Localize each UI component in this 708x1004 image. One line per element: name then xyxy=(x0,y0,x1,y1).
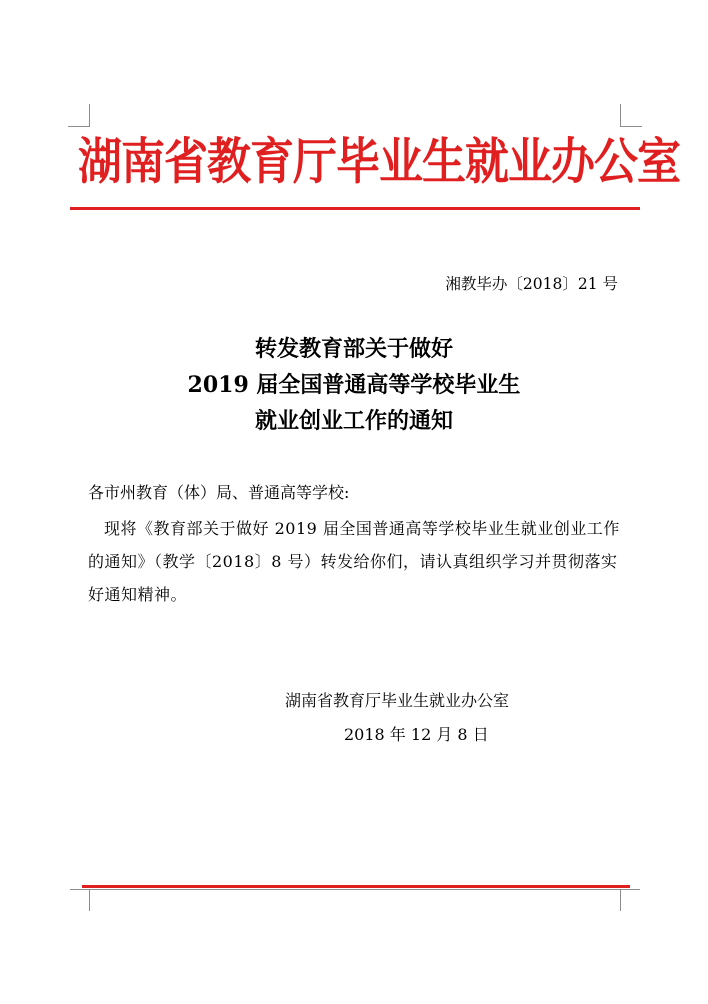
signature-organization: 湖南省教育厅毕业生就业办公室 xyxy=(285,691,510,710)
document-title xyxy=(90,331,618,439)
body-paragraph xyxy=(88,512,620,611)
title-line: 2019 届全国普通高等学校毕业生 xyxy=(187,372,521,398)
addressee: 各市州教育（体）局、普通高等学校: xyxy=(88,483,350,502)
document-number: 湘教毕办〔2018〕21 号 xyxy=(445,275,618,293)
crop-mark-bottom-left-v xyxy=(89,889,90,911)
body-text: 现将《教育部关于做好 2019 届全国普通高等学校毕业生就业创业工作的通知》（教学〔2018〕8 号）转发给你们，请认真组织学习并贯彻落实好通知精神。 xyxy=(88,519,620,604)
office-header-title: 湖南省教育厅毕业生就业办公室 xyxy=(78,133,680,191)
title-line: 转发教育部关于做好 xyxy=(254,336,453,362)
footer-red-rule xyxy=(82,885,630,888)
footer-thin-rule xyxy=(70,889,640,890)
header-red-rule xyxy=(70,207,640,210)
crop-mark-bottom-right-v xyxy=(620,889,621,911)
title-line: 就业创业工作的通知 xyxy=(254,408,453,434)
signature-date: 2018 年 12 月 8 日 xyxy=(344,725,489,744)
